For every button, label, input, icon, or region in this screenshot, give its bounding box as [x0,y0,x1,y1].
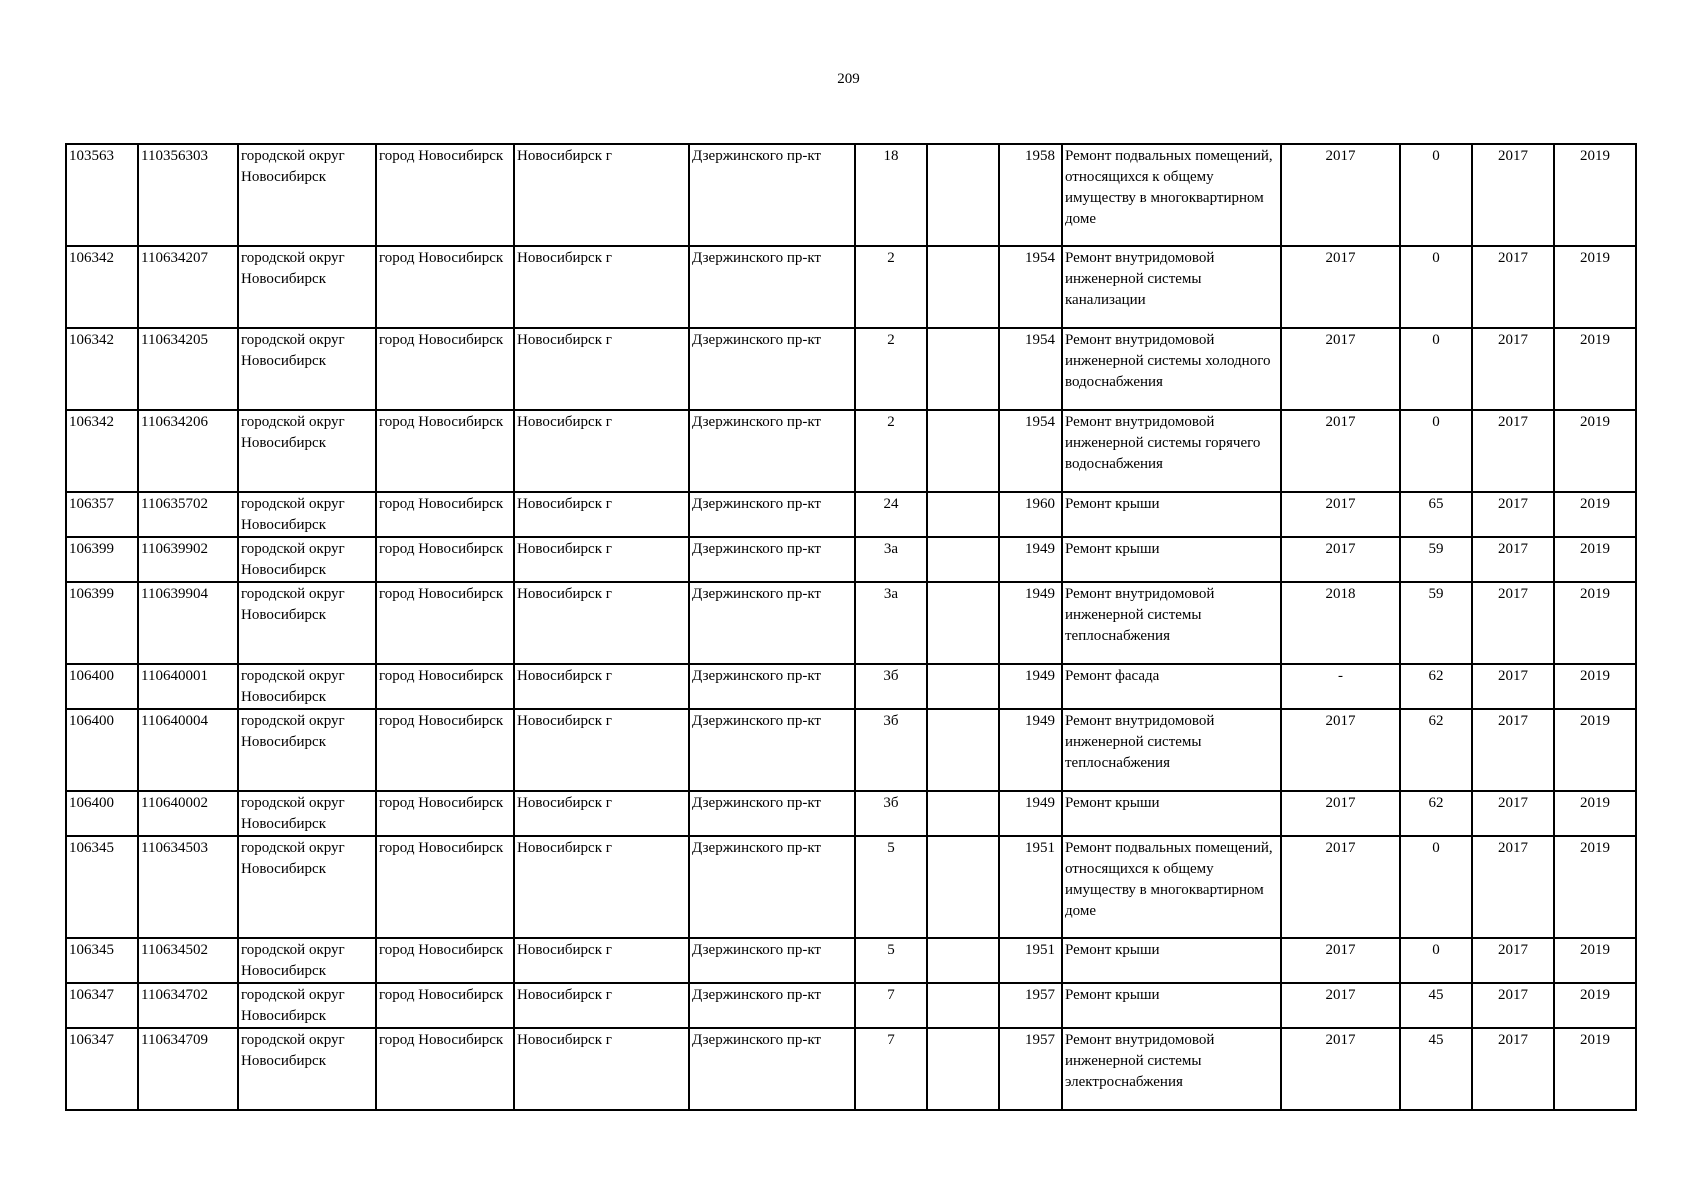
settlement-cell: город Новосибирск [376,246,514,328]
house-id-cell: 106345 [66,938,138,983]
house-id-cell: 106347 [66,1028,138,1110]
building-cell [927,938,999,983]
house-id-cell: 106399 [66,582,138,664]
wear-cell: 0 [1400,246,1472,328]
year-built-cell: 1949 [999,582,1062,664]
city-cell: Новосибирск г [514,328,689,410]
year-to-cell: 2019 [1554,492,1636,537]
house-id-cell: 106345 [66,836,138,938]
work-type-cell: Ремонт крыши [1062,791,1281,836]
work-type-cell: Ремонт крыши [1062,938,1281,983]
work-type-cell: Ремонт внутридомовой инженерной системы канализации [1062,246,1281,328]
plan-year-cell: 2018 [1281,582,1400,664]
table-row [66,983,1636,1028]
table-row [66,938,1636,983]
year-to-cell: 2019 [1554,537,1636,582]
district-cell: городской округ Новосибирск [238,582,376,664]
building-cell [927,492,999,537]
year-built-cell: 1954 [999,328,1062,410]
district-cell: городской округ Новосибирск [238,983,376,1028]
house-id-cell: 106400 [66,791,138,836]
year-built-cell: 1949 [999,709,1062,791]
settlement-cell: город Новосибирск [376,791,514,836]
year-to-cell: 2019 [1554,410,1636,492]
year-to-cell: 2019 [1554,791,1636,836]
street-cell: Дзержинского пр-кт [689,410,855,492]
house-number-cell: 7 [855,1028,927,1110]
building-cell [927,1028,999,1110]
work-id-cell: 110634207 [138,246,238,328]
table-row [66,1028,1636,1110]
table-row [66,144,1636,246]
plan-year-cell: 2017 [1281,1028,1400,1110]
plan-year-cell: 2017 [1281,537,1400,582]
year-built-cell: 1954 [999,246,1062,328]
building-cell [927,836,999,938]
work-type-cell: Ремонт крыши [1062,537,1281,582]
settlement-cell: город Новосибирск [376,983,514,1028]
wear-cell: 45 [1400,983,1472,1028]
work-id-cell: 110634206 [138,410,238,492]
street-cell: Дзержинского пр-кт [689,537,855,582]
house-number-cell: 3б [855,664,927,709]
plan-year-cell: 2017 [1281,246,1400,328]
plan-year-cell: 2017 [1281,709,1400,791]
work-id-cell: 110640002 [138,791,238,836]
district-cell: городской округ Новосибирск [238,246,376,328]
year-built-cell: 1951 [999,836,1062,938]
city-cell: Новосибирск г [514,983,689,1028]
city-cell: Новосибирск г [514,1028,689,1110]
district-cell: городской округ Новосибирск [238,328,376,410]
year-from-cell: 2017 [1472,410,1554,492]
street-cell: Дзержинского пр-кт [689,709,855,791]
city-cell: Новосибирск г [514,938,689,983]
work-id-cell: 110640004 [138,709,238,791]
street-cell: Дзержинского пр-кт [689,938,855,983]
year-from-cell: 2017 [1472,1028,1554,1110]
plan-year-cell: 2017 [1281,328,1400,410]
year-from-cell: 2017 [1472,144,1554,246]
year-built-cell: 1960 [999,492,1062,537]
city-cell: Новосибирск г [514,537,689,582]
building-cell [927,582,999,664]
year-from-cell: 2017 [1472,664,1554,709]
wear-cell: 0 [1400,144,1472,246]
page-number: 209 [837,71,860,87]
house-number-cell: 2 [855,410,927,492]
work-type-cell: Ремонт подвальных помещений, относящихся к общему имуществу в многоквартирном доме [1062,836,1281,938]
table-row [66,492,1636,537]
table-row [66,537,1636,582]
street-cell: Дзержинского пр-кт [689,791,855,836]
district-cell: городской округ Новосибирск [238,709,376,791]
building-cell [927,537,999,582]
settlement-cell: город Новосибирск [376,537,514,582]
year-from-cell: 2017 [1472,938,1554,983]
year-to-cell: 2019 [1554,1028,1636,1110]
year-from-cell: 2017 [1472,246,1554,328]
district-cell: городской округ Новосибирск [238,537,376,582]
wear-cell: 0 [1400,410,1472,492]
year-from-cell: 2017 [1472,328,1554,410]
year-built-cell: 1958 [999,144,1062,246]
street-cell: Дзержинского пр-кт [689,582,855,664]
house-number-cell: 18 [855,144,927,246]
street-cell: Дзержинского пр-кт [689,836,855,938]
table-row [66,836,1636,938]
work-type-cell: Ремонт внутридомовой инженерной системы теплоснабжения [1062,709,1281,791]
settlement-cell: город Новосибирск [376,492,514,537]
work-type-cell: Ремонт крыши [1062,492,1281,537]
work-id-cell: 110356303 [138,144,238,246]
city-cell: Новосибирск г [514,664,689,709]
table-row [66,664,1636,709]
year-from-cell: 2017 [1472,537,1554,582]
work-id-cell: 110634205 [138,328,238,410]
city-cell: Новосибирск г [514,836,689,938]
street-cell: Дзержинского пр-кт [689,1028,855,1110]
plan-year-cell: 2017 [1281,144,1400,246]
table-row [66,709,1636,791]
settlement-cell: город Новосибирск [376,938,514,983]
year-built-cell: 1949 [999,791,1062,836]
street-cell: Дзержинского пр-кт [689,246,855,328]
year-built-cell: 1957 [999,983,1062,1028]
street-cell: Дзержинского пр-кт [689,328,855,410]
work-id-cell: 110634709 [138,1028,238,1110]
house-id-cell: 106357 [66,492,138,537]
district-cell: городской округ Новосибирск [238,664,376,709]
district-cell: городской округ Новосибирск [238,836,376,938]
settlement-cell: город Новосибирск [376,1028,514,1110]
building-cell [927,664,999,709]
plan-year-cell: - [1281,664,1400,709]
house-number-cell: 5 [855,836,927,938]
year-from-cell: 2017 [1472,836,1554,938]
plan-year-cell: 2017 [1281,410,1400,492]
city-cell: Новосибирск г [514,492,689,537]
building-cell [927,791,999,836]
district-cell: городской округ Новосибирск [238,144,376,246]
year-from-cell: 2017 [1472,709,1554,791]
city-cell: Новосибирск г [514,144,689,246]
city-cell: Новосибирск г [514,709,689,791]
work-id-cell: 110634702 [138,983,238,1028]
year-to-cell: 2019 [1554,983,1636,1028]
building-cell [927,709,999,791]
work-type-cell: Ремонт внутридомовой инженерной системы теплоснабжения [1062,582,1281,664]
plan-year-cell: 2017 [1281,983,1400,1028]
house-id-cell: 106342 [66,410,138,492]
district-cell: городской округ Новосибирск [238,1028,376,1110]
year-to-cell: 2019 [1554,709,1636,791]
house-id-cell: 106400 [66,709,138,791]
house-id-cell: 106400 [66,664,138,709]
settlement-cell: город Новосибирск [376,582,514,664]
building-cell [927,410,999,492]
work-id-cell: 110634502 [138,938,238,983]
year-built-cell: 1957 [999,1028,1062,1110]
work-id-cell: 110639902 [138,537,238,582]
building-cell [927,328,999,410]
work-type-cell: Ремонт внутридомовой инженерной системы горячего водоснабжения [1062,410,1281,492]
plan-year-cell: 2017 [1281,836,1400,938]
house-id-cell: 106347 [66,983,138,1028]
work-type-cell: Ремонт внутридомовой инженерной системы холодного водоснабжения [1062,328,1281,410]
wear-cell: 0 [1400,938,1472,983]
year-to-cell: 2019 [1554,246,1636,328]
year-built-cell: 1949 [999,664,1062,709]
work-id-cell: 110639904 [138,582,238,664]
house-number-cell: 5 [855,938,927,983]
work-type-cell: Ремонт крыши [1062,983,1281,1028]
year-from-cell: 2017 [1472,582,1554,664]
house-number-cell: 3а [855,537,927,582]
year-from-cell: 2017 [1472,492,1554,537]
street-cell: Дзержинского пр-кт [689,664,855,709]
city-cell: Новосибирск г [514,246,689,328]
plan-year-cell: 2017 [1281,492,1400,537]
street-cell: Дзержинского пр-кт [689,492,855,537]
table-row [66,328,1636,410]
work-id-cell: 110640001 [138,664,238,709]
year-to-cell: 2019 [1554,144,1636,246]
year-to-cell: 2019 [1554,582,1636,664]
city-cell: Новосибирск г [514,410,689,492]
table-row [66,791,1636,836]
settlement-cell: город Новосибирск [376,664,514,709]
city-cell: Новосибирск г [514,582,689,664]
year-built-cell: 1954 [999,410,1062,492]
house-number-cell: 2 [855,246,927,328]
district-cell: городской округ Новосибирск [238,791,376,836]
house-number-cell: 3б [855,791,927,836]
city-cell: Новосибирск г [514,791,689,836]
building-cell [927,983,999,1028]
street-cell: Дзержинского пр-кт [689,983,855,1028]
year-from-cell: 2017 [1472,983,1554,1028]
district-cell: городской округ Новосибирск [238,492,376,537]
house-id-cell: 103563 [66,144,138,246]
house-number-cell: 2 [855,328,927,410]
district-cell: городской округ Новосибирск [238,410,376,492]
wear-cell: 0 [1400,328,1472,410]
house-number-cell: 24 [855,492,927,537]
house-number-cell: 3а [855,582,927,664]
year-from-cell: 2017 [1472,791,1554,836]
settlement-cell: город Новосибирск [376,328,514,410]
wear-cell: 62 [1400,791,1472,836]
house-id-cell: 106399 [66,537,138,582]
wear-cell: 65 [1400,492,1472,537]
house-id-cell: 106342 [66,246,138,328]
settlement-cell: город Новосибирск [376,836,514,938]
wear-cell: 45 [1400,1028,1472,1110]
settlement-cell: город Новосибирск [376,410,514,492]
wear-cell: 0 [1400,836,1472,938]
capital-repair-table [65,143,1637,1111]
table-row [66,246,1636,328]
work-type-cell: Ремонт фасада [1062,664,1281,709]
district-cell: городской округ Новосибирск [238,938,376,983]
wear-cell: 59 [1400,582,1472,664]
year-to-cell: 2019 [1554,938,1636,983]
year-to-cell: 2019 [1554,664,1636,709]
work-id-cell: 110634503 [138,836,238,938]
plan-year-cell: 2017 [1281,791,1400,836]
wear-cell: 62 [1400,664,1472,709]
settlement-cell: город Новосибирск [376,709,514,791]
wear-cell: 59 [1400,537,1472,582]
year-built-cell: 1949 [999,537,1062,582]
street-cell: Дзержинского пр-кт [689,144,855,246]
house-number-cell: 3б [855,709,927,791]
year-built-cell: 1951 [999,938,1062,983]
building-cell [927,144,999,246]
year-to-cell: 2019 [1554,328,1636,410]
work-id-cell: 110635702 [138,492,238,537]
house-id-cell: 106342 [66,328,138,410]
work-type-cell: Ремонт подвальных помещений, относящихся к общему имуществу в многоквартирном доме [1062,144,1281,246]
wear-cell: 62 [1400,709,1472,791]
building-cell [927,246,999,328]
house-number-cell: 7 [855,983,927,1028]
work-type-cell: Ремонт внутридомовой инженерной системы электроснабжения [1062,1028,1281,1110]
year-to-cell: 2019 [1554,836,1636,938]
table-row [66,410,1636,492]
plan-year-cell: 2017 [1281,938,1400,983]
table-row [66,582,1636,664]
settlement-cell: город Новосибирск [376,144,514,246]
